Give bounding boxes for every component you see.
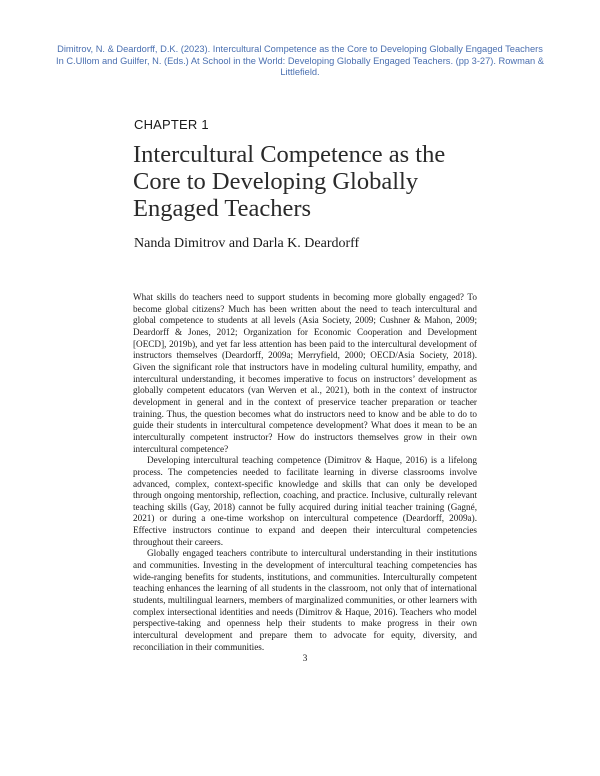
citation-header xyxy=(50,44,550,79)
body-paragraph-1: What skills do teachers need to support students in becoming more globally engaged? To become global citizens? Much has been written about the need to teach intercultural and global competence to students at all levels (Asia Society, 2009; Cushner & Mahon, 2009; Deardorff & Jones, 2012; Organization for Economic Cooperation and Development [OECD], 2019b), and yet far less attention has been paid to the intercultural development of instructors themselves (Deardorff, 2009a; Merryfield, 2000; OECD/Asia Society, 2018). Given the significant role that instructors have in modeling cultural humility, empathy, and intercultural understanding, it becomes imperative to focus on instructors’ development as globally competent educators (van Werven et al., 2021), both in the context of instructor development in general and in the context of preservice teacher preparation or teacher training. Thus, the question becomes what do instructors need to know and be able to do to guide their students in intercultural competence development? What does it mean to be an interculturally competent instructor? How do instructors themselves grow in their own intercultural competence? xyxy=(133,292,477,454)
body-paragraph-3: Globally engaged teachers contribute to intercultural understanding in their institutions and communities. Investing in the development of intercultural teaching competencies has wide-ranging benefits for students, institutions, and communities. Interculturally competent teaching enhances the learning of all students in the classroom, not only that of international students, multilingual learners, members of marginalized communities, or other learners with complex intersectional identities and needs (Dimitrov & Haque, 2016). Teachers who model perspective-taking and openness help their students to make progress in their own intercultural development and prepare them to advocate for equity, diversity, and reconciliation in their communities. xyxy=(133,548,477,652)
citation-line-1: Dimitrov, N. & Deardorff, D.K. (2023). Intercultural Competence as the Core to Developing Globally Engaged Teachers xyxy=(57,44,543,54)
citation-line-2: In C.Ullom and Guilfer, N. (Eds.) At School in the World: Developing Globally Engaged Teachers. (pp 3-27). Rowman & xyxy=(56,55,544,66)
citation-line-3: Littlefield. xyxy=(280,67,320,78)
chapter-label: CHAPTER 1 xyxy=(134,117,209,132)
chapter-authors: Nanda Dimitrov and Darla K. Deardorff xyxy=(134,236,360,251)
chapter-title xyxy=(133,141,513,222)
page-number: 3 xyxy=(302,654,308,664)
chapter-body xyxy=(133,292,477,653)
chapter-title-line-2: Core to Developing Globally xyxy=(133,168,419,195)
chapter-title-line-3: Engaged Teachers xyxy=(133,195,312,222)
body-paragraph-2: Developing intercultural teaching competence (Dimitrov & Haque, 2016) is a lifelong process. The competencies needed to facilitate learning in diverse classrooms involve advanced, complex, context-specific knowledge and skills that can only be developed through ongoing mentorship, reflection, coaching, and practice. Inclusive, culturally relevant teaching skills (Gay, 2018) cannot be fully acquired during initial teacher training (Gagné, 2021) or during a one-time workshop on intercultural competence (Deardorff, 2009a). Effective instructors continue to expand and deepen their intercultural competencies throughout their careers. xyxy=(133,455,477,547)
chapter-title-line-1: Intercultural Competence as the xyxy=(133,141,446,168)
